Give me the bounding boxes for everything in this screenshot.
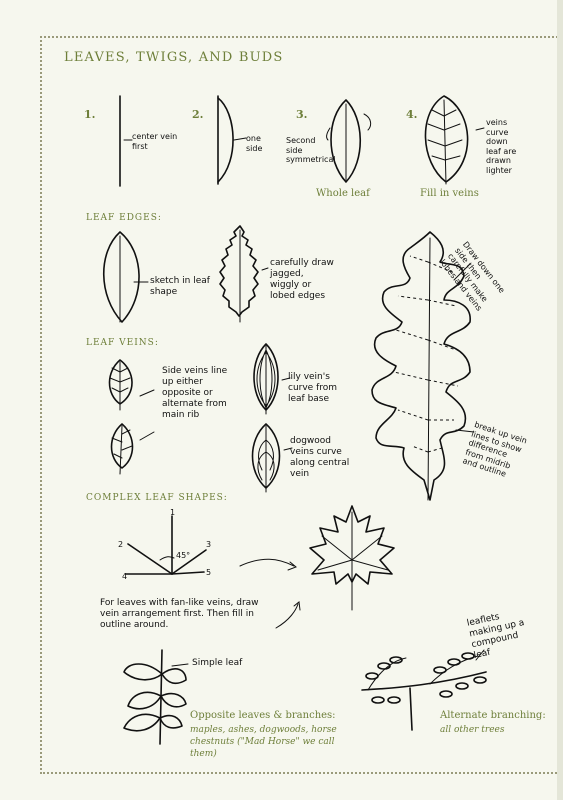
note-simple-leaf: Simple leaf <box>192 658 243 668</box>
note-center-vein: center vein first <box>132 132 178 151</box>
note-draw-one-side: Draw down one side then carefully make lobes and veins <box>438 240 507 313</box>
note-veins-curve: veins curve down leaf are drawn lighter <box>486 118 517 175</box>
vein-angle-label: 45° <box>176 551 191 560</box>
note-jagged-edges: carefully draw jagged, wiggly or lobed edges <box>270 258 334 301</box>
fan-vein-diagram <box>126 516 296 574</box>
step2-one-side <box>218 96 246 184</box>
step-number-3: 3. <box>296 108 308 121</box>
step-number-1: 1. <box>84 108 96 121</box>
opposite-branch <box>124 650 188 744</box>
vein-label-2: 2 <box>118 540 124 549</box>
note-second-side: Second side symmetrical <box>286 136 336 164</box>
step4-leaf-veins <box>425 96 484 184</box>
vein-label-4: 4 <box>122 572 128 581</box>
caption-whole-leaf: Whole leaf <box>316 188 370 199</box>
step1-center-vein <box>120 96 132 186</box>
vein-label-1: 1 <box>170 508 176 517</box>
note-one-side: one side <box>246 134 263 153</box>
caption-opposite-title: Opposite leaves & branches: <box>190 710 336 721</box>
note-fan-veins: For leaves with fan-like veins, draw vein arrangement first. Then fill in outline around. <box>100 598 259 630</box>
maple-leaf <box>276 506 394 628</box>
heading-leaf-veins: LEAF VEINS: <box>86 338 159 348</box>
page-title: LEAVES, TWIGS, AND BUDS <box>64 50 284 65</box>
note-side-veins: Side veins line up either opposite or alternate from main rib <box>162 366 228 420</box>
caption-opposite-desc: maples, ashes, dogwoods, horse chestnuts ("Mad Horse" we call them) <box>190 725 337 759</box>
note-leaflets: leaflets making up a compound leaf <box>466 612 526 661</box>
vein-leaf-lily <box>254 344 290 414</box>
leaf-edge-sketch <box>104 232 148 322</box>
leaf-edge-jagged <box>220 226 268 322</box>
oak-leaf <box>372 232 474 500</box>
step-number-4: 4. <box>406 108 418 121</box>
heading-complex-leaf-shapes: COMPLEX LEAF SHAPES: <box>86 493 228 503</box>
note-break-vein-lines: break up vein lines to show difference from midrib and outline <box>461 420 529 479</box>
heading-leaf-edges: LEAF EDGES: <box>86 213 162 223</box>
vein-leaf-dogwood <box>253 424 293 492</box>
vein-leaf-opposite <box>110 360 133 410</box>
step3-whole-leaf <box>327 100 371 182</box>
note-sketch-leaf: sketch in leaf shape <box>150 276 210 297</box>
alternate-branch <box>362 650 486 730</box>
note-lily-veins: lily vein's curve from leaf base <box>288 372 338 404</box>
note-dogwood-veins: dogwood veins curve along central vein <box>290 436 350 479</box>
caption-alternate-title: Alternate branching: <box>440 710 546 721</box>
step-number-2: 2. <box>192 108 204 121</box>
caption-alternate-desc: all other trees <box>440 725 505 735</box>
vein-label-5: 5 <box>206 568 212 577</box>
vein-label-3: 3 <box>206 540 212 549</box>
caption-fill-veins: Fill in veins <box>420 188 479 199</box>
